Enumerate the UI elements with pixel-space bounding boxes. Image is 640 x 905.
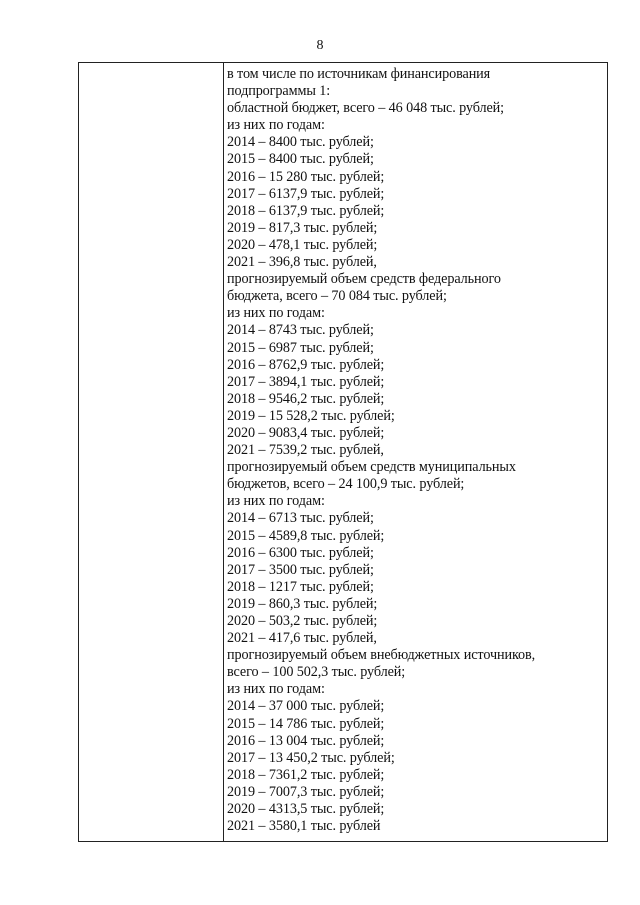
content-line: 2015 – 6987 тыс. рублей; (227, 339, 374, 356)
content-line: прогнозируемый объем внебюджетных источников, (227, 647, 536, 664)
content-line: 2014 – 8743 тыс. рублей; (227, 322, 374, 339)
content-line: 2014 – 8400 тыс. рублей; (227, 134, 374, 151)
content-line: 2019 – 7007,3 тыс. рублей; (227, 783, 385, 800)
content-line: 2019 – 860,3 тыс. рублей; (227, 595, 378, 612)
content-line: подпрограммы 1: (227, 83, 331, 100)
content-line: всего – 100 502,3 тыс. рублей; (227, 664, 406, 681)
content-line: 2020 – 9083,4 тыс. рублей; (227, 424, 385, 441)
content-line: 2018 – 1217 тыс. рублей; (227, 578, 374, 595)
content-line: 2021 – 417,6 тыс. рублей, (227, 630, 377, 647)
table-content-cell (224, 63, 607, 841)
content-line: прогнозируемый объем средств федерального (227, 271, 501, 288)
content-line: 2015 – 8400 тыс. рублей; (227, 151, 374, 168)
content-line: 2021 – 3580,1 тыс. рублей (227, 818, 381, 835)
content-line: 2014 – 37 000 тыс. рублей; (227, 698, 385, 715)
content-line: 2018 – 9546,2 тыс. рублей; (227, 390, 385, 407)
content-line: бюджета, всего – 70 084 тыс. рублей; (227, 288, 447, 305)
content-line: 2019 – 817,3 тыс. рублей; (227, 219, 378, 236)
page-number: 8 (316, 38, 324, 53)
content-line: 2020 – 503,2 тыс. рублей; (227, 613, 378, 629)
content-line: 2019 – 15 528,2 тыс. рублей; (227, 407, 395, 424)
table-label-cell (79, 63, 224, 841)
financing-table (78, 62, 608, 842)
content-line: 2016 – 6300 тыс. рублей; (227, 544, 374, 561)
content-line: 2021 – 396,8 тыс. рублей, (227, 254, 377, 271)
content-line: в том числе по источникам финансирования (227, 66, 491, 82)
content-line: из них по годам: (227, 493, 325, 510)
content-line: прогнозируемый объем средств муниципальных (227, 459, 516, 476)
content-line: 2021 – 7539,2 тыс. рублей, (227, 442, 384, 459)
content-line: 2017 – 6137,9 тыс. рублей; (227, 185, 385, 202)
content-line: областной бюджет, всего – 46 048 тыс. рублей; (227, 100, 505, 117)
content-line: 2017 – 13 450,2 тыс. рублей; (227, 749, 395, 766)
content-line: из них по годам: (227, 117, 325, 134)
content-line: 2020 – 4313,5 тыс. рублей; (227, 801, 385, 818)
content-line: 2018 – 7361,2 тыс. рублей; (227, 766, 385, 783)
content-line: 2016 – 8762,9 тыс. рублей; (227, 356, 385, 373)
content-line: 2015 – 14 786 тыс. рублей; (227, 715, 385, 732)
content-line: из них по годам: (227, 681, 325, 698)
content-line: 2016 – 13 004 тыс. рублей; (227, 732, 385, 749)
content-line: бюджетов, всего – 24 100,9 тыс. рублей; (227, 476, 465, 493)
content-line: 2014 – 6713 тыс. рублей; (227, 510, 374, 527)
content-line: из них по годам: (227, 305, 325, 322)
content-line: 2020 – 478,1 тыс. рублей; (227, 236, 378, 253)
content-line: 2017 – 3500 тыс. рублей; (227, 561, 374, 578)
content-line: 2016 – 15 280 тыс. рублей; (227, 168, 385, 185)
content-line: 2017 – 3894,1 тыс. рублей; (227, 373, 385, 390)
content-line: 2015 – 4589,8 тыс. рублей; (227, 527, 385, 544)
content-line: 2018 – 6137,9 тыс. рублей; (227, 202, 385, 219)
